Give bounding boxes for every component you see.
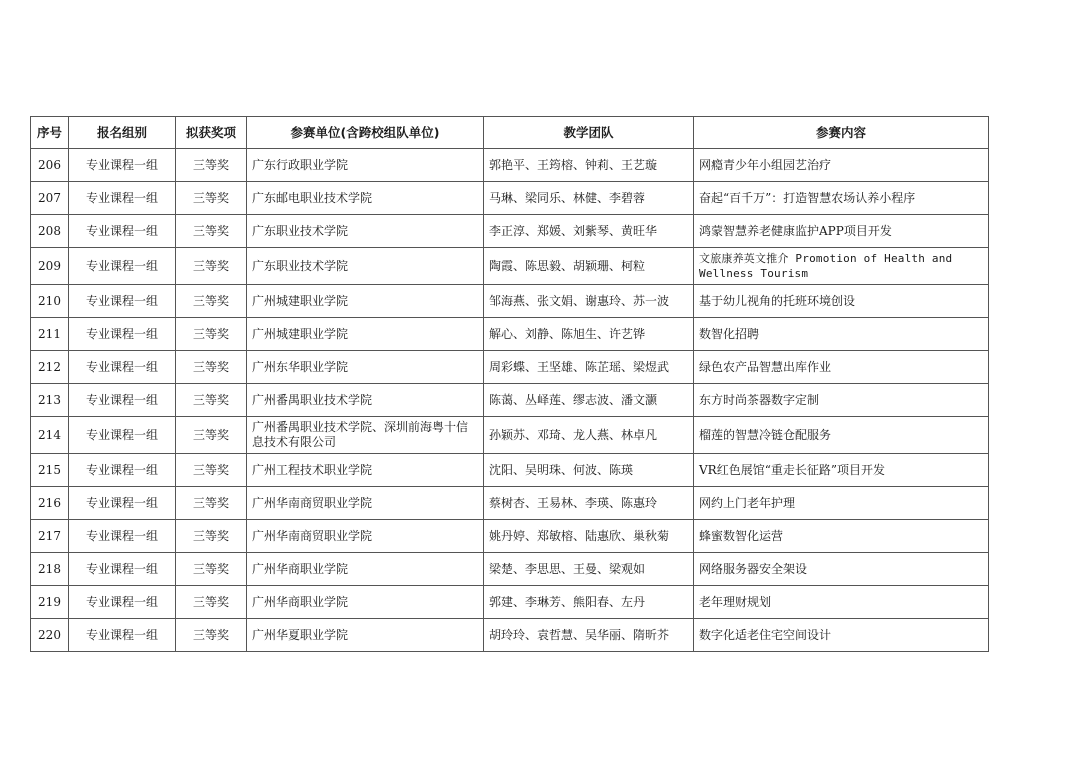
cell-content: 榴莲的智慧冷链仓配服务 <box>694 417 989 454</box>
cell-award: 三等奖 <box>176 553 247 586</box>
cell-content: 奋起“百千万”：打造智慧农场认养小程序 <box>694 182 989 215</box>
cell-unit: 广州华夏职业学院 <box>247 619 484 652</box>
table-row <box>31 417 989 454</box>
cell-unit: 广州城建职业学院 <box>247 285 484 318</box>
header-unit: 参赛单位(含跨校组队单位) <box>247 117 484 149</box>
cell-team: 沈阳、吴明珠、何波、陈瑛 <box>484 454 694 487</box>
table-row <box>31 215 989 248</box>
cell-num: 217 <box>31 520 69 553</box>
cell-group: 专业课程一组 <box>69 182 176 215</box>
cell-unit: 广东邮电职业技术学院 <box>247 182 484 215</box>
cell-content: 文旅康养英文推介 Promotion of Health and Wellness Tourism <box>694 248 989 285</box>
cell-num: 211 <box>31 318 69 351</box>
table-row <box>31 553 989 586</box>
cell-unit: 广州华商职业学院 <box>247 586 484 619</box>
table-row <box>31 586 989 619</box>
table-row <box>31 384 989 417</box>
cell-award: 三等奖 <box>176 318 247 351</box>
table-body <box>31 149 989 652</box>
cell-num: 209 <box>31 248 69 285</box>
cell-award: 三等奖 <box>176 487 247 520</box>
cell-award: 三等奖 <box>176 586 247 619</box>
award-list-sheet <box>30 116 988 652</box>
header-group: 报名组别 <box>69 117 176 149</box>
cell-team: 陈蔼、丛峄莲、缪志波、潘文灏 <box>484 384 694 417</box>
cell-unit: 广州华商职业学院 <box>247 553 484 586</box>
cell-award: 三等奖 <box>176 215 247 248</box>
cell-group: 专业课程一组 <box>69 215 176 248</box>
table-row <box>31 619 989 652</box>
cell-unit: 广东行政职业学院 <box>247 149 484 182</box>
cell-content: VR红色展馆“重走长征路”项目开发 <box>694 454 989 487</box>
header-content: 参赛内容 <box>694 117 989 149</box>
cell-team: 蔡树杏、王易林、李瑛、陈惠玲 <box>484 487 694 520</box>
cell-team: 孙颖苏、邓琦、龙人燕、林卓凡 <box>484 417 694 454</box>
cell-group: 专业课程一组 <box>69 318 176 351</box>
cell-award: 三等奖 <box>176 417 247 454</box>
cell-content: 蜂蜜数智化运营 <box>694 520 989 553</box>
cell-team: 郭建、李琳芳、熊阳春、左丹 <box>484 586 694 619</box>
cell-content: 老年理财规划 <box>694 586 989 619</box>
table-row <box>31 149 989 182</box>
cell-group: 专业课程一组 <box>69 285 176 318</box>
cell-num: 216 <box>31 487 69 520</box>
cell-content: 东方时尚茶器数字定制 <box>694 384 989 417</box>
cell-content: 网络服务器安全架设 <box>694 553 989 586</box>
award-table <box>30 116 989 652</box>
cell-group: 专业课程一组 <box>69 619 176 652</box>
cell-group: 专业课程一组 <box>69 487 176 520</box>
cell-group: 专业课程一组 <box>69 248 176 285</box>
cell-unit: 广州华南商贸职业学院 <box>247 487 484 520</box>
cell-team: 郭艳平、王筠榕、钟莉、王艺璇 <box>484 149 694 182</box>
table-row <box>31 520 989 553</box>
cell-num: 207 <box>31 182 69 215</box>
cell-team: 胡玲玲、袁哲慧、吴华丽、隋昕芥 <box>484 619 694 652</box>
cell-content: 网瘾青少年小组园艺治疗 <box>694 149 989 182</box>
cell-unit: 广东职业技术学院 <box>247 215 484 248</box>
cell-group: 专业课程一组 <box>69 149 176 182</box>
cell-num: 219 <box>31 586 69 619</box>
cell-team: 马琳、梁同乐、林健、李碧蓉 <box>484 182 694 215</box>
cell-award: 三等奖 <box>176 149 247 182</box>
cell-team: 陶霞、陈思毅、胡颖珊、柯粒 <box>484 248 694 285</box>
cell-num: 215 <box>31 454 69 487</box>
table-row <box>31 454 989 487</box>
cell-team: 邹海燕、张文娟、谢惠玲、苏一波 <box>484 285 694 318</box>
cell-unit: 广东职业技术学院 <box>247 248 484 285</box>
cell-num: 208 <box>31 215 69 248</box>
header-award: 拟获奖项 <box>176 117 247 149</box>
cell-num: 220 <box>31 619 69 652</box>
cell-award: 三等奖 <box>176 619 247 652</box>
cell-unit: 广州东华职业学院 <box>247 351 484 384</box>
cell-unit: 广州番禺职业技术学院 <box>247 384 484 417</box>
cell-num: 213 <box>31 384 69 417</box>
cell-award: 三等奖 <box>176 182 247 215</box>
cell-unit: 广州番禺职业技术学院、深圳前海粤十信息技术有限公司 <box>247 417 484 454</box>
header-row <box>31 117 989 149</box>
cell-award: 三等奖 <box>176 285 247 318</box>
cell-award: 三等奖 <box>176 384 247 417</box>
table-row <box>31 487 989 520</box>
cell-num: 210 <box>31 285 69 318</box>
cell-content: 基于幼儿视角的托班环境创设 <box>694 285 989 318</box>
cell-award: 三等奖 <box>176 454 247 487</box>
cell-award: 三等奖 <box>176 520 247 553</box>
table-row <box>31 318 989 351</box>
cell-team: 周彩蝶、王坚雄、陈芷瑶、梁煜武 <box>484 351 694 384</box>
table-header <box>31 117 989 149</box>
cell-team: 姚丹婷、郑敏榕、陆惠欣、巢秋菊 <box>484 520 694 553</box>
cell-group: 专业课程一组 <box>69 553 176 586</box>
cell-unit: 广州华南商贸职业学院 <box>247 520 484 553</box>
cell-group: 专业课程一组 <box>69 586 176 619</box>
cell-content: 数字化适老住宅空间设计 <box>694 619 989 652</box>
cell-team: 解心、刘静、陈旭生、许艺铧 <box>484 318 694 351</box>
cell-award: 三等奖 <box>176 351 247 384</box>
cell-unit: 广州城建职业学院 <box>247 318 484 351</box>
cell-num: 214 <box>31 417 69 454</box>
cell-num: 206 <box>31 149 69 182</box>
cell-team: 李正淳、郑媛、刘紫琴、黄旺华 <box>484 215 694 248</box>
table-row <box>31 285 989 318</box>
header-team: 教学团队 <box>484 117 694 149</box>
cell-team: 梁楚、李思思、王曼、梁观如 <box>484 553 694 586</box>
table-row <box>31 351 989 384</box>
cell-content: 鸿蒙智慧养老健康监护APP项目开发 <box>694 215 989 248</box>
cell-group: 专业课程一组 <box>69 351 176 384</box>
table-row <box>31 248 989 285</box>
cell-group: 专业课程一组 <box>69 520 176 553</box>
cell-num: 218 <box>31 553 69 586</box>
cell-group: 专业课程一组 <box>69 384 176 417</box>
cell-content: 绿色农产品智慧出库作业 <box>694 351 989 384</box>
cell-group: 专业课程一组 <box>69 454 176 487</box>
cell-content: 网约上门老年护理 <box>694 487 989 520</box>
cell-num: 212 <box>31 351 69 384</box>
table-row <box>31 182 989 215</box>
cell-group: 专业课程一组 <box>69 417 176 454</box>
header-num: 序号 <box>31 117 69 149</box>
cell-award: 三等奖 <box>176 248 247 285</box>
cell-content: 数智化招聘 <box>694 318 989 351</box>
cell-unit: 广州工程技术职业学院 <box>247 454 484 487</box>
